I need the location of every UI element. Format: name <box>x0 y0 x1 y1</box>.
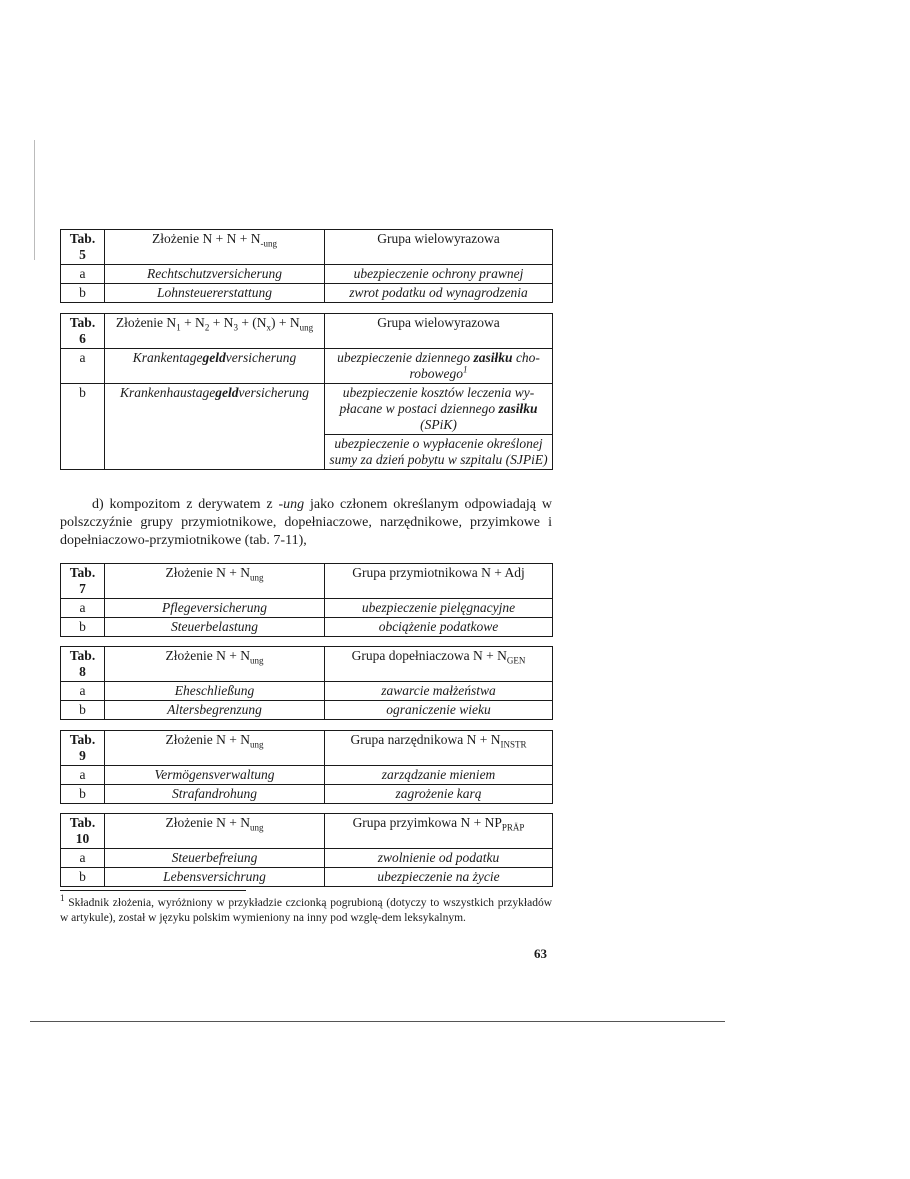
column-header-compound: Złożenie $N + N_{ung}$ <box>105 814 325 849</box>
german-compound: Pflegeversicherung <box>105 599 325 618</box>
column-header-compound: Złożenie $N + N_{ung}$ <box>105 647 325 682</box>
table-row <box>61 284 553 303</box>
footnote-mark: 1 <box>60 893 65 904</box>
table-row <box>61 785 553 804</box>
table-number: Tab. 7 <box>61 564 105 599</box>
footnote <box>60 893 552 926</box>
table-9 <box>60 730 553 804</box>
german-compound: Krankenhaustagegeldversicherung <box>105 384 325 470</box>
row-id: b <box>61 284 105 303</box>
row-id: b <box>61 384 105 470</box>
table-7 <box>60 563 553 637</box>
table-6 <box>60 313 553 470</box>
column-header-group: Grupa wielowyrazowa <box>325 230 553 265</box>
german-compound: Eheschließung <box>105 682 325 701</box>
row-id: b <box>61 785 105 804</box>
table-number: Tab. 6 <box>61 314 105 349</box>
row-id: a <box>61 682 105 701</box>
row-id: a <box>61 849 105 868</box>
scan-bottom-edge <box>30 1021 725 1022</box>
table-row <box>61 349 553 384</box>
table-row <box>61 265 553 284</box>
polish-equivalent: zwrot podatku od wynagrodzenia <box>325 284 553 303</box>
column-header-group: Grupa narzędnikowa $N + N_{INSTR}$ <box>325 731 553 766</box>
german-compound: Krankentagegeldversicherung <box>105 349 325 384</box>
footnote-text: Składnik złożenia, wyróżniony w przykładzie czcionką pogrubioną (dotyczy to wszystkich przykładów w artykule), został w języku polskim wymieniony na inny pod wzglę-dem leksykalnym. <box>60 897 552 924</box>
page-number: 63 <box>534 946 547 961</box>
table-row <box>61 618 553 637</box>
table-row <box>61 384 553 435</box>
table-header-row <box>61 230 553 265</box>
polish-equivalent: ubezpieczenie o wypłacenie określonej sumy za dzień pobytu w szpitalu (SJPiE) <box>325 435 553 470</box>
table-header-row <box>61 564 553 599</box>
row-id: a <box>61 265 105 284</box>
footnote-separator <box>60 890 246 891</box>
body-paragraph: d) kompozitom z derywatem z -ung jako członem określanym odpowiadają w polszczyźnie grupy przymiotnikowe, dopełniaczowe, narzędnikowe, przyimkowe i dopełniaczowo-przymiotnikowe (tab. 7-11), <box>60 497 552 548</box>
polish-equivalent: zawarcie małżeństwa <box>325 682 553 701</box>
polish-equivalent: ubezpieczenie na życie <box>325 868 553 887</box>
table-number: Tab. 10 <box>61 814 105 849</box>
column-header-group: Grupa przyimkowa $N + NP_{PRÄP}$ <box>325 814 553 849</box>
table-header-row <box>61 731 553 766</box>
row-id: b <box>61 701 105 720</box>
polish-equivalent: zarządzanie mieniem <box>325 766 553 785</box>
german-compound: Lohnsteuererstattung <box>105 284 325 303</box>
column-header-compound: Złożenie $N_1 + N_2 + N_3 + (N_x) + N_{ung}$ <box>105 314 325 349</box>
row-id: a <box>61 766 105 785</box>
table-number: Tab. 5 <box>61 230 105 265</box>
table-row <box>61 682 553 701</box>
table-header-row <box>61 647 553 682</box>
table-header-row <box>61 814 553 849</box>
polish-equivalent: ograniczenie wieku <box>325 701 553 720</box>
table-number: Tab. 8 <box>61 647 105 682</box>
table-header-row <box>61 314 553 349</box>
table-10 <box>60 813 553 887</box>
table-number: Tab. 9 <box>61 731 105 766</box>
polish-equivalent: obciążenie podatkowe <box>325 618 553 637</box>
table-5 <box>60 229 553 303</box>
row-id: a <box>61 349 105 384</box>
german-compound: Steuerbefreiung <box>105 849 325 868</box>
german-compound: Strafandrohung <box>105 785 325 804</box>
table-row <box>61 849 553 868</box>
row-id: b <box>61 868 105 887</box>
german-compound: Vermögensverwaltung <box>105 766 325 785</box>
polish-equivalent: zagrożenie karą <box>325 785 553 804</box>
german-compound: Altersbegrenzung <box>105 701 325 720</box>
table-row <box>61 599 553 618</box>
row-id: b <box>61 618 105 637</box>
polish-equivalent: ubezpieczenie dziennego zasiłku cho-robowego$^1$ <box>325 349 553 384</box>
table-row <box>61 868 553 887</box>
german-compound: Steuerbelastung <box>105 618 325 637</box>
column-header-compound: Złożenie $N + N_{ung}$ <box>105 564 325 599</box>
row-id: a <box>61 599 105 618</box>
footnote-ref: 1 <box>463 364 468 375</box>
column-header-compound: Złożenie $N + N + N_{-ung}$ <box>105 230 325 265</box>
table-8 <box>60 646 553 720</box>
german-compound: Lebensversichrung <box>105 868 325 887</box>
german-compound: Rechtschutzversicherung <box>105 265 325 284</box>
column-header-group: Grupa wielowyrazowa <box>325 314 553 349</box>
polish-equivalent: ubezpieczenie pielęgnacyjne <box>325 599 553 618</box>
polish-equivalent: zwolnienie od podatku <box>325 849 553 868</box>
table-row <box>61 766 553 785</box>
polish-equivalent: ubezpieczenie kosztów leczenia wy-płacane w postaci dziennego zasiłku (SPiK) <box>325 384 553 435</box>
column-header-group: Grupa przymiotnikowa N + Adj <box>325 564 553 599</box>
table-row <box>61 701 553 720</box>
column-header-compound: Złożenie $N + N_{ung}$ <box>105 731 325 766</box>
polish-equivalent: ubezpieczenie ochrony prawnej <box>325 265 553 284</box>
scan-artifact <box>34 140 35 260</box>
column-header-group: Grupa dopełniaczowa $N + N_{GEN}$ <box>325 647 553 682</box>
